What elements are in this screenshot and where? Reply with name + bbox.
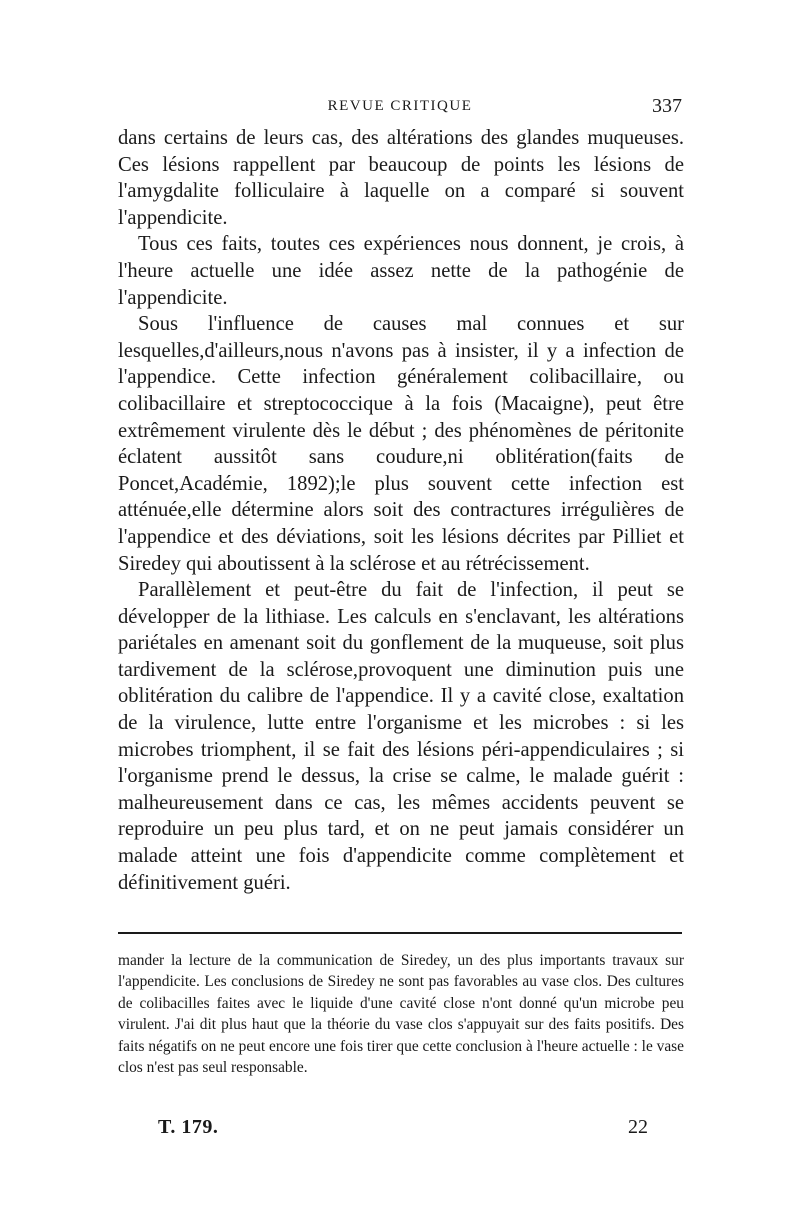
paragraph-pathogenie: Tous ces faits, toutes ces expériences nous donnent, je crois, à l'heure actuelle une idée assez nette de la pathogénie de l'appendicite.: [118, 233, 684, 309]
page-number: 337: [652, 95, 682, 117]
paragraph-lithiase: Parallèlement et peut-être du fait de l'infection, il peut se développer de la lithiase. Les calculs en s'enclavant, les altérations pariétales en amenant soit du gonflement de la muqueuse, soit plus tardivement de la sclérose,provoquent une diminution puis une oblitération du calibre de l'appendice. Il y a cavité close, exaltation de la virulence, lutte entre l'organisme et les microbes : si les microbes triomphent, il se fait des lésions péri-appendiculaires ; si l'organisme prend le dessus, la crise se calme, le malade guérit : malheureusement dans ce cas, les mêmes accidents peuvent se reproduire un peu plus tard, et on ne peut jamais considérer un malade atteint une fois d'appendicite comme complètement et définitivement guéri.: [118, 579, 684, 894]
running-title: REVUE CRITIQUE: [327, 98, 473, 114]
footnote: mander la lecture de la communication de Siredey, un des plus importants travaux sur l'appendicite. Les conclusions de Siredey ne sont pas favorables au vase clos. Des cultures de colibacilles faites avec le liquide d'une cavité close n'ont donné qu'un microbe peu virulent. J'ai dit plus haut que la théorie du vase clos s'appuyait sur des faits positifs. Des faits négatifs on ne peut encore une fois tirer que cette conclusion à l'heure actuelle : le vase clos n'est pas seul responsable.: [118, 952, 684, 1077]
running-head: [118, 95, 682, 120]
sheet-number: 22: [628, 1116, 648, 1138]
signature-mark: T. 179.: [158, 1116, 219, 1138]
body-text: [118, 125, 684, 896]
paragraph-infection: Sous l'influence de causes mal connues et sur lesquelles,d'ailleurs,nous n'avons pas à insister, il y a infection de l'appendice. Cette infection généralement colibacillaire, ou colibacillaire et streptococcique à la fois (Macaigne), peut être extrêmement virulente dès le début ; des phénomènes de péritonite éclatent aussitôt sans coudure,ni oblitération(faits de Poncet,Académie, 1892);le plus souvent cette infection est atténuée,elle détermine alors soit des contractures irrégulières de l'appendice et des déviations, soit les lésions décrites par Pilliet et Siredey qui aboutissent à la sclérose et au rétrécissement.: [118, 313, 684, 575]
paragraph-continuation: dans certains de leurs cas, des altérations des glandes muqueuses. Ces lésions rappellent par beaucoup de points les lésions de l'amygdalite folliculaire à laquelle on a comparé si souvent l'appendicite.: [118, 127, 684, 229]
footnote-divider: [118, 932, 682, 934]
